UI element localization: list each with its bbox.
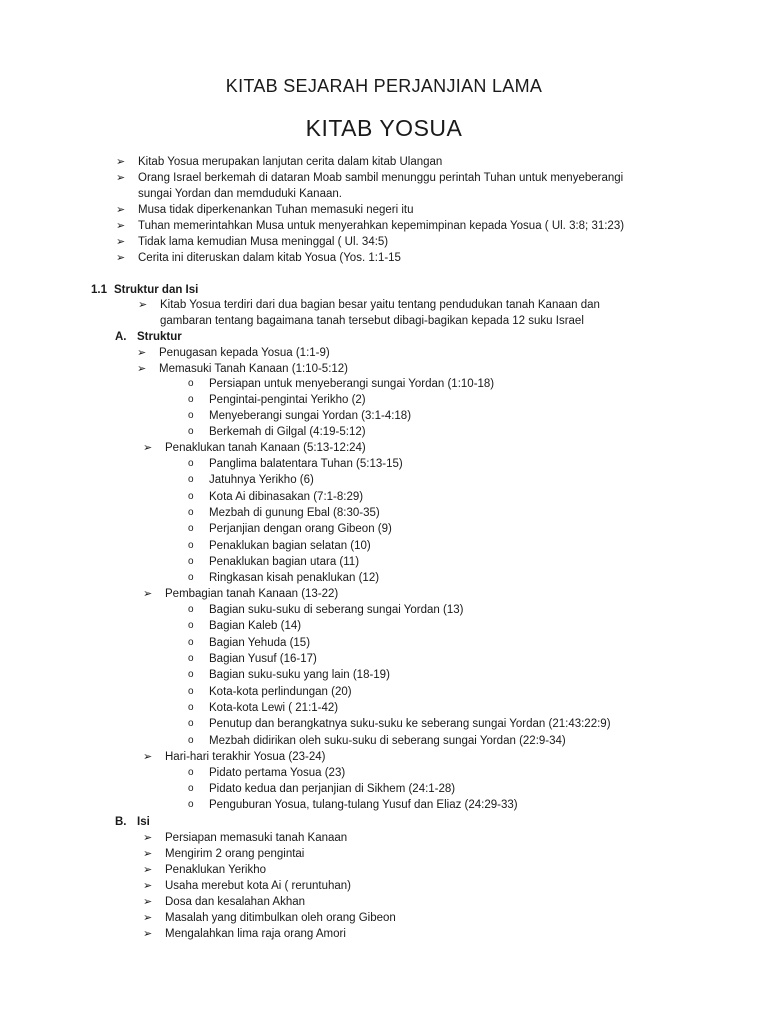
structure-subitem: Panglima balatentara Tuhan (5:13-15) <box>209 458 403 470</box>
intro-item: Kitab Yosua merupakan lanjutan cerita dalam kitab Ulangan <box>138 156 443 168</box>
circle-bullet-icon: o <box>188 458 194 469</box>
structure-item: Memasuki Tanah Kanaan (1:10-5:12) <box>159 363 349 375</box>
circle-bullet-icon: o <box>188 718 194 729</box>
intro-item-continuation: sungai Yordan dan memduduki Kanaan. <box>138 188 342 200</box>
structure-subitem: Mezbah di gunung Ebal (8:30-35) <box>209 507 380 519</box>
intro-item: Cerita ini diteruskan dalam kitab Yosua (Yos. 1:1-15 <box>138 252 401 264</box>
section-title: Struktur dan Isi <box>114 284 199 296</box>
circle-bullet-icon: o <box>188 669 194 680</box>
arrow-bullet-icon: ➢ <box>138 299 148 311</box>
arrow-bullet-icon: ➢ <box>143 848 153 860</box>
circle-bullet-icon: o <box>188 620 194 631</box>
arrow-bullet-icon: ➢ <box>143 896 153 908</box>
content-item: Mengalahkan lima raja orang Amori <box>165 928 346 940</box>
circle-bullet-icon: o <box>188 394 194 405</box>
structure-subitem: Pidato pertama Yosua (23) <box>209 767 346 779</box>
arrow-bullet-icon: ➢ <box>116 252 126 264</box>
arrow-bullet-icon: ➢ <box>116 220 126 232</box>
structure-subitem: Bagian Yusuf (16-17) <box>209 653 317 665</box>
section-summary-continuation: gambaran tentang bagaimana tanah tersebut dibagi-bagikan kepada 12 suku Israel <box>160 315 584 327</box>
content-item: Usaha merebut kota Ai ( reruntuhan) <box>165 880 352 892</box>
circle-bullet-icon: o <box>188 556 194 567</box>
content-item: Mengirim 2 orang pengintai <box>165 848 305 860</box>
structure-subitem: Bagian Kaleb (14) <box>209 620 302 632</box>
circle-bullet-icon: o <box>188 604 194 615</box>
arrow-bullet-icon: ➢ <box>137 347 147 359</box>
structure-subitem: Penaklukan bagian selatan (10) <box>209 540 371 552</box>
arrow-bullet-icon: ➢ <box>116 156 126 168</box>
section-number: 1.1 <box>91 284 107 296</box>
structure-subitem: Ringkasan kisah penaklukan (12) <box>209 572 380 584</box>
arrow-bullet-icon: ➢ <box>143 832 153 844</box>
structure-subitem: Penaklukan bagian utara (11) <box>209 556 360 568</box>
structure-subitem: Kota-kota Lewi ( 21:1-42) <box>209 702 339 714</box>
circle-bullet-icon: o <box>188 491 194 502</box>
circle-bullet-icon: o <box>188 637 194 648</box>
structure-subitem: Penutup dan berangkatnya suku-suku ke seberang sungai Yordan (21:43:22:9) <box>209 718 611 730</box>
circle-bullet-icon: o <box>188 783 194 794</box>
arrow-bullet-icon: ➢ <box>116 172 126 184</box>
structure-subitem: Mezbah didirikan oleh suku-suku di seberang sungai Yordan (22:9-34) <box>209 735 566 747</box>
circle-bullet-icon: o <box>188 653 194 664</box>
structure-subitem: Persiapan untuk menyeberangi sungai Yordan (1:10-18) <box>209 378 495 390</box>
intro-item: Musa tidak diperkenankan Tuhan memasuki negeri itu <box>138 204 414 216</box>
circle-bullet-icon: o <box>188 767 194 778</box>
page-title: KITAB SEJARAH PERJANJIAN LAMA <box>225 76 543 96</box>
circle-bullet-icon: o <box>188 507 194 518</box>
page-subtitle: KITAB YOSUA <box>305 115 463 141</box>
structure-subitem: Bagian suku-suku yang lain (18-19) <box>209 669 390 681</box>
part-b-title: Isi <box>137 816 150 828</box>
structure-subitem: Pidato kedua dan perjanjian di Sikhem (24:1-28) <box>209 783 456 795</box>
structure-subitem: Penguburan Yosua, tulang-tulang Yusuf dan Eliaz (24:29-33) <box>209 799 518 811</box>
circle-bullet-icon: o <box>188 735 194 746</box>
part-a-label: A. <box>115 331 127 343</box>
content-item: Penaklukan Yerikho <box>165 864 267 876</box>
arrow-bullet-icon: ➢ <box>143 751 153 763</box>
circle-bullet-icon: o <box>188 523 194 534</box>
arrow-bullet-icon: ➢ <box>116 236 126 248</box>
intro-item: Orang Israel berkemah di dataran Moab sambil menunggu perintah Tuhan untuk menyeberangi <box>138 172 624 184</box>
structure-subitem: Berkemah di Gilgal (4:19-5:12) <box>209 426 366 438</box>
structure-subitem: Bagian Yehuda (15) <box>209 637 311 649</box>
arrow-bullet-icon: ➢ <box>137 363 147 375</box>
intro-item: Tidak lama kemudian Musa meninggal ( Ul. 34:5) <box>138 236 389 248</box>
content-item: Persiapan memasuki tanah Kanaan <box>165 832 348 844</box>
structure-subitem: Perjanjian dengan orang Gibeon (9) <box>209 523 392 535</box>
circle-bullet-icon: o <box>188 702 194 713</box>
arrow-bullet-icon: ➢ <box>143 928 153 940</box>
circle-bullet-icon: o <box>188 410 194 421</box>
structure-subitem: Kota-kota perlindungan (20) <box>209 686 352 698</box>
part-b-label: B. <box>115 816 127 828</box>
section-summary: Kitab Yosua terdiri dari dua bagian besar yaitu tentang pendudukan tanah Kanaan dan <box>160 299 600 311</box>
arrow-bullet-icon: ➢ <box>143 588 153 600</box>
circle-bullet-icon: o <box>188 686 194 697</box>
structure-item: Hari-hari terakhir Yosua (23-24) <box>165 751 326 763</box>
intro-item: Tuhan memerintahkan Musa untuk menyerahkan kepemimpinan kepada Yosua ( Ul. 3:8; 31:23) <box>138 220 625 232</box>
circle-bullet-icon: o <box>188 540 194 551</box>
content-item: Dosa dan kesalahan Akhan <box>165 896 306 908</box>
structure-subitem: Pengintai-pengintai Yerikho (2) <box>209 394 366 406</box>
structure-subitem: Jatuhnya Yerikho (6) <box>209 474 314 486</box>
arrow-bullet-icon: ➢ <box>143 864 153 876</box>
circle-bullet-icon: o <box>188 378 194 389</box>
circle-bullet-icon: o <box>188 799 194 810</box>
content-item: Masalah yang ditimbulkan oleh orang Gibeon <box>165 912 396 924</box>
circle-bullet-icon: o <box>188 474 194 485</box>
part-a-title: Struktur <box>137 331 182 343</box>
arrow-bullet-icon: ➢ <box>143 880 153 892</box>
structure-item: Penaklukan tanah Kanaan (5:13-12:24) <box>165 442 366 454</box>
arrow-bullet-icon: ➢ <box>143 442 153 454</box>
arrow-bullet-icon: ➢ <box>116 204 126 216</box>
structure-item: Pembagian tanah Kanaan (13-22) <box>165 588 339 600</box>
circle-bullet-icon: o <box>188 572 194 583</box>
structure-subitem: Kota Ai dibinasakan (7:1-8:29) <box>209 491 364 503</box>
arrow-bullet-icon: ➢ <box>143 912 153 924</box>
structure-item: Penugasan kepada Yosua (1:1-9) <box>159 347 330 359</box>
structure-subitem: Menyeberangi sungai Yordan (3:1-4:18) <box>209 410 412 422</box>
structure-subitem: Bagian suku-suku di seberang sungai Yordan (13) <box>209 604 464 616</box>
circle-bullet-icon: o <box>188 426 194 437</box>
